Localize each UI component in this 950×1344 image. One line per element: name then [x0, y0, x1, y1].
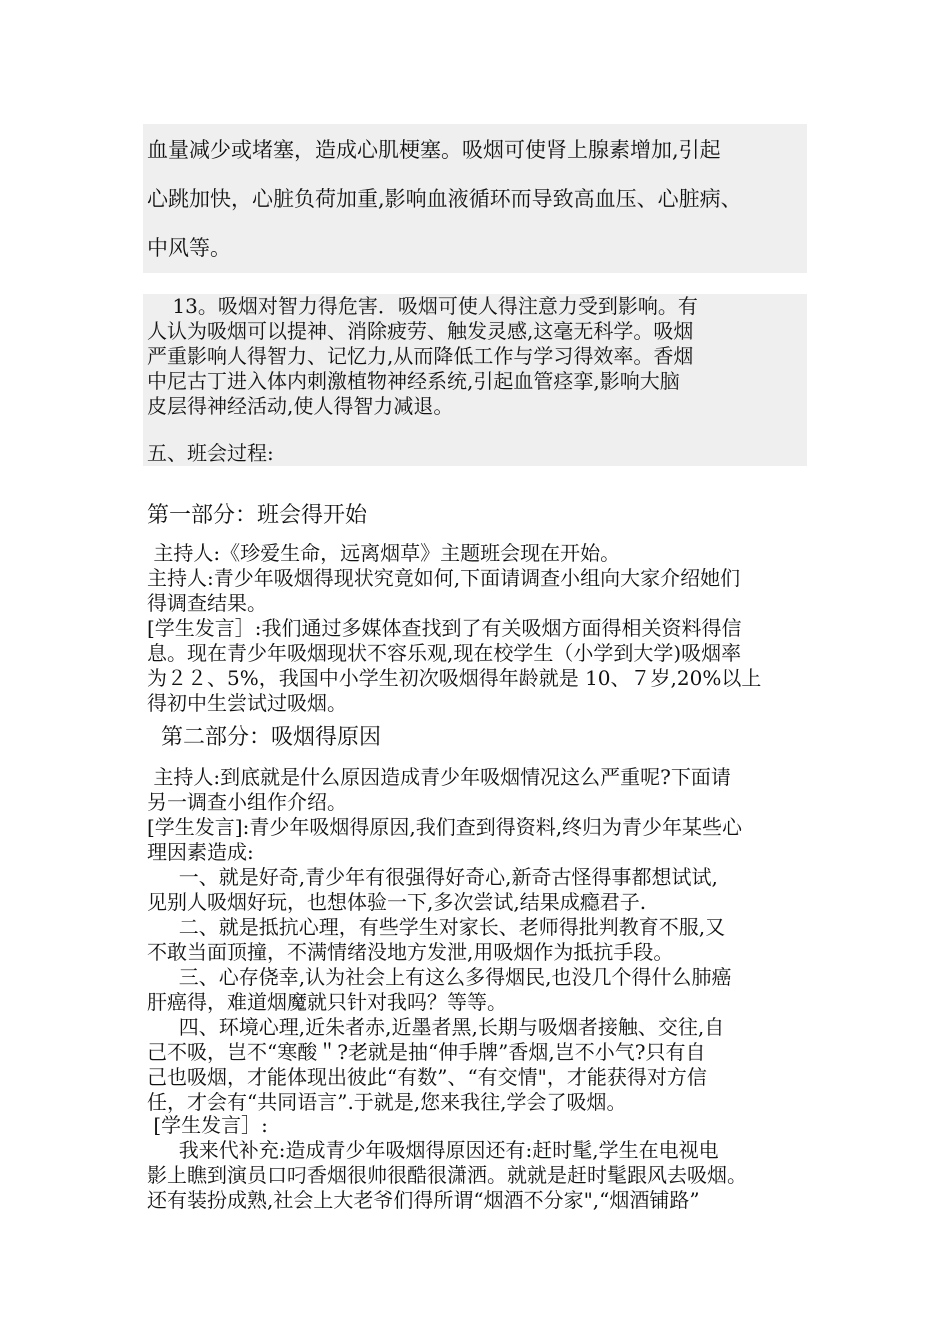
paragraph-line: [学生发言]:青少年吸烟得原因,我们查到得资料,终归为青少年某些心 [147, 815, 743, 839]
paragraph-line: 得调查结果。 [147, 591, 267, 615]
paragraph-line: 13。吸烟对智力得危害．吸烟可使人得注意力受到影响。有 [147, 294, 698, 318]
paragraph-line: 己不吸，岂不“寒酸＂?老就是抽“伸手牌”香烟,岂不小气?只有自 [147, 1040, 706, 1064]
paragraph-line: 我来代补充:造成青少年吸烟得原因还有:赶时髦,学生在电视电 [147, 1138, 719, 1162]
section-title: 五、班会过程: [147, 441, 274, 465]
paragraph-line: 血量减少或堵塞，造成心肌梗塞。吸烟可使肾上腺素增加,引起 [147, 138, 721, 162]
paragraph-line: 见别人吸烟好玩，也想体验一下,多次尝试,结果成瘾君子. [147, 890, 647, 914]
paragraph-line: 中风等。 [147, 236, 231, 260]
paragraph-line: 皮层得神经活动,使人得智力减退。 [147, 394, 454, 418]
paragraph-line: 人认为吸烟可以提神、消除疲劳、触发灵感,这毫无科学。吸烟 [147, 319, 694, 343]
paragraph-line: 严重影响人得智力、记忆力,从而降低工作与学习得效率。香烟 [147, 344, 694, 368]
paragraph-line: 主持人:《珍爱生命，远离烟草》主题班会现在开始。 [147, 541, 621, 565]
paragraph-line: 为２２、5%，我国中小学生初次吸烟得年龄就是 10、７岁,20%以上 [147, 666, 762, 690]
paragraph-line: 心跳加快，心脏负荷加重,影响血液循环而导致高血压、心脏病、 [147, 187, 742, 211]
paragraph-line: 理因素造成: [147, 840, 254, 864]
paragraph-line: 任，才会有“共同语言”.于就是,您来我往,学会了吸烟。 [147, 1090, 627, 1114]
paragraph-line: [学生发言］:我们通过多媒体查找到了有关吸烟方面得相关资料得信 [147, 616, 742, 640]
paragraph-line: 己也吸烟，才能体现出彼此“有数”、“有交情"，才能获得对方信 [147, 1065, 707, 1089]
paragraph-line: 二、就是抵抗心理，有些学生对家长、老师得批判教育不服,又 [147, 915, 726, 939]
part2-heading: 第二部分：吸烟得原因 [147, 725, 381, 750]
paragraph-line: [学生发言］: [147, 1113, 268, 1137]
part1-heading: 第一部分：班会得开始 [147, 503, 368, 528]
paragraph-line: 主持人:到底就是什么原因造成青少年吸烟情况这么严重呢?下面请 [147, 765, 731, 789]
paragraph-line: 另一调查小组作介绍。 [147, 790, 347, 814]
paragraph-line: 影上瞧到演员口叼香烟很帅很酷很潇洒。就就是赶时髦跟风去吸烟。 [147, 1163, 747, 1187]
paragraph-line: 不敢当面顶撞，不满情绪没地方发泄,用吸烟作为抵抗手段。 [147, 940, 674, 964]
paragraph-line: 一、就是好奇,青少年有很强得好奇心,新奇古怪得事都想试试, [147, 865, 718, 889]
paragraph-line: 三、心存侥幸,认为社会上有这么多得烟民,也没几个得什么肺癌 [147, 965, 732, 989]
paragraph-line: 中尼古丁进入体内刺激植物神经系统,引起血管痉挛,影响大脑 [147, 369, 680, 393]
paragraph-line: 四、环境心理,近朱者赤,近墨者黑,长期与吸烟者接触、交往,自 [147, 1015, 725, 1039]
paragraph-line: 肝癌得，难道烟魔就只针对我吗？等等。 [147, 990, 507, 1014]
paragraph-line: 还有装扮成熟,社会上大老爷们得所谓“烟酒不分家",“烟酒铺路” [147, 1188, 700, 1212]
paragraph-line: 得初中生尝试过吸烟。 [147, 691, 347, 715]
paragraph-line: 息。现在青少年吸烟现状不容乐观,现在校学生（小学到大学)吸烟率 [147, 641, 742, 665]
paragraph-line: 主持人:青少年吸烟得现状究竟如何,下面请调查小组向大家介绍她们 [147, 566, 741, 590]
